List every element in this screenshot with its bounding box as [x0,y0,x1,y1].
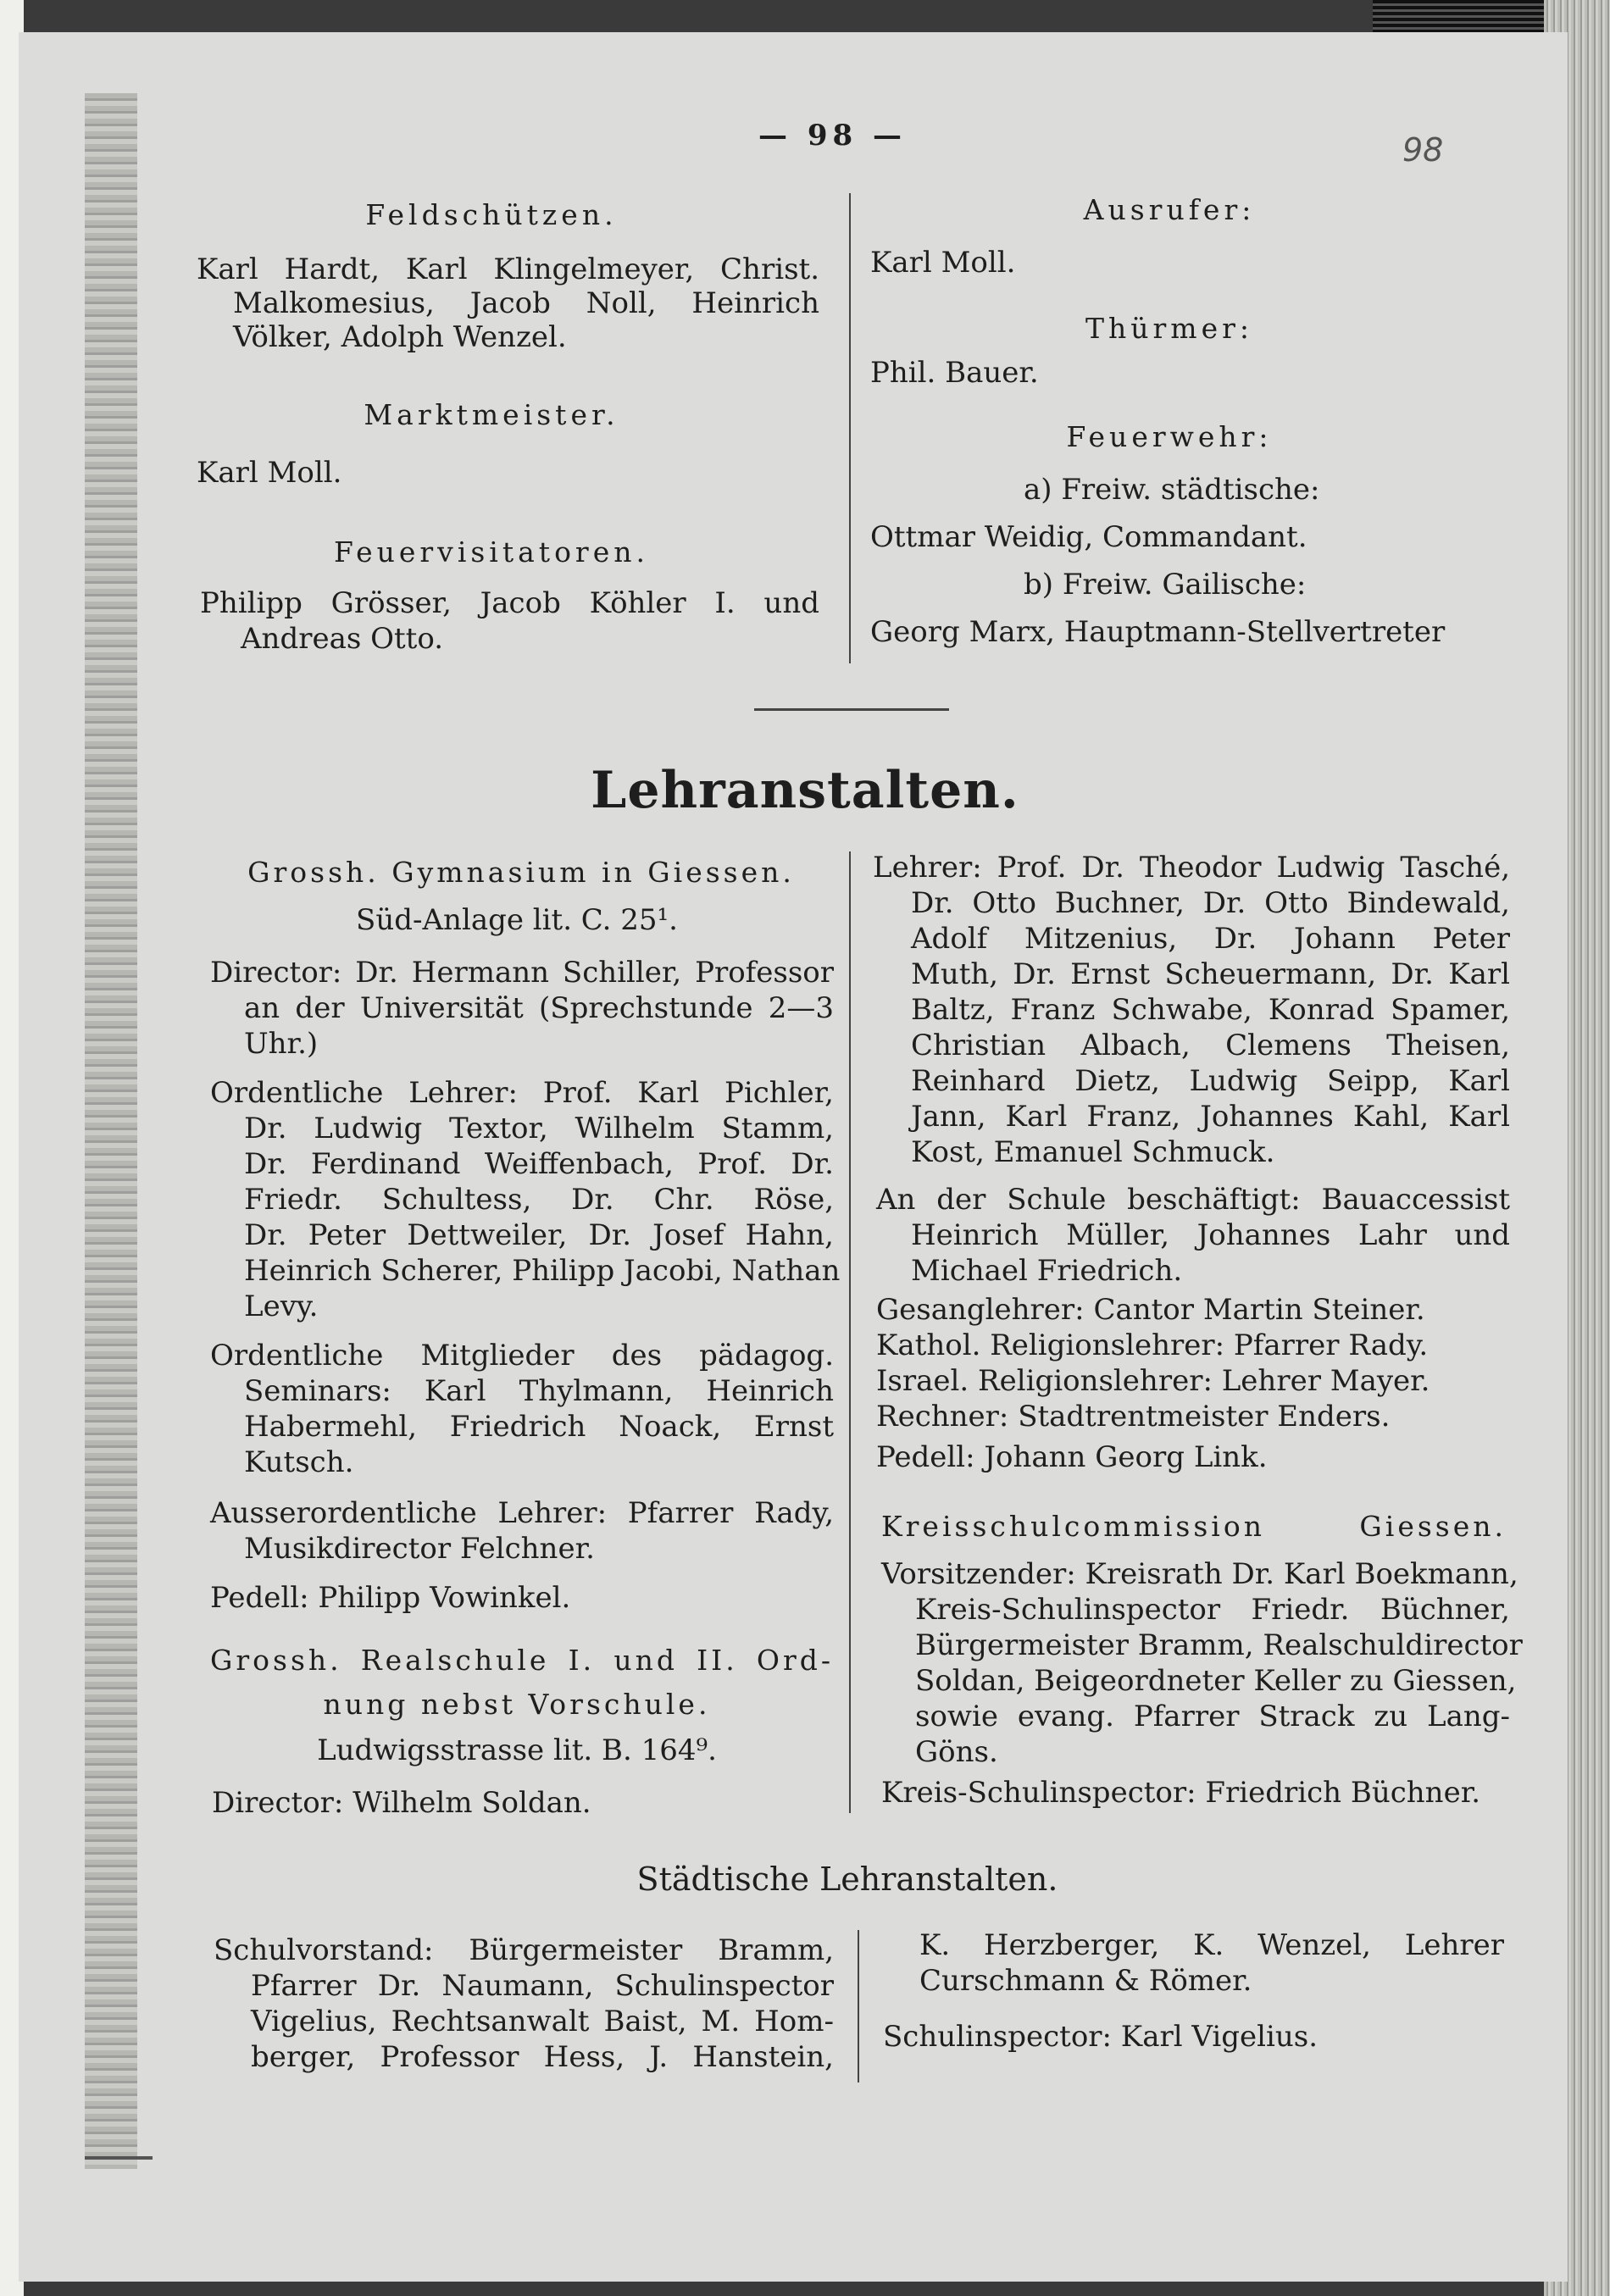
staedtische-right-line-1: K. Herzberger, K. Wenzel, Lehrer [919,1928,1504,1962]
heading-gymnasium: Grossh. Gymnasium in Giessen. [247,856,795,889]
rechner: Rechner: Stadtrentmeister Enders. [876,1400,1391,1434]
feuerwehr-sub-b: b) Freiw. Gailische: [1024,568,1307,602]
gesanglehrer: Gesanglehrer: Cantor Martin Steiner. [876,1293,1425,1327]
ordentliche-lehrer-line-1: Ordentliche Lehrer: Prof. Karl Pichler, [210,1076,834,1110]
vorsitzender-line-1: Vorsitzender: Kreisrath Dr. Karl Boekmann, [881,1557,1518,1591]
heading-feuerwehr: Feuerwehr: [1066,420,1273,453]
heading-realschule-line-2: nung nebst Vorschule. [323,1688,711,1721]
schulvorstand-line-1: Schulvorstand: Bürgermeister Bramm, [214,1933,834,1967]
lehrer-line-1: Lehrer: Prof. Dr. Theodor Ludwig Tasché, [873,851,1510,885]
seminar-line-1: Ordentliche Mitglieder des pädagog. [210,1339,834,1373]
ordentliche-lehrer-line-5: Dr. Peter Dettweiler, Dr. Josef Hahn, [244,1218,834,1252]
ausrufer-line-1: Karl Moll. [870,246,1016,280]
ausserordentliche-line-2: Musikdirector Felchner. [244,1532,595,1566]
lehrer-line-2: Dr. Otto Buchner, Dr. Otto Bindewald, [911,886,1510,920]
gymnasium-address: Süd-Anlage lit. C. 25¹. [356,903,678,937]
israel-religionslehrer: Israel. Religionslehrer: Lehrer Mayer. [876,1364,1430,1398]
lehrer-line-6: Christian Albach, Clemens Theisen, [911,1029,1510,1062]
staedtische-schulinspector: Schulinspector: Karl Vigelius. [883,2020,1319,2054]
ordentliche-lehrer-line-7: Levy. [244,1289,319,1323]
heading-staedtische-lehranstalten: Städtische Lehranstalten. [636,1861,1058,1898]
gymnasium-director-line-3: Uhr.) [244,1027,319,1061]
heading-feldschuetzen: Feldschützen. [365,198,618,231]
lehrer-line-8: Jann, Karl Franz, Johannes Kahl, Karl [911,1100,1510,1134]
vorsitzender-line-5: sowie evang. Pfarrer Strack zu Lang- [915,1700,1510,1733]
kathol-religionslehrer: Kathol. Religionslehrer: Pfarrer Rady. [876,1328,1429,1362]
ordentliche-lehrer-line-6: Heinrich Scherer, Philipp Jacobi, Nathan [244,1254,841,1288]
schulvorstand-line-4: berger, Professor Hess, J. Hanstein, [251,2040,834,2074]
heading-feuervisitatoren: Feuervisitatoren. [334,535,649,568]
middle-column-divider [849,851,851,1813]
lehrer-line-9: Kost, Emanuel Schmuck. [911,1135,1275,1169]
seminar-line-4: Kutsch. [244,1445,354,1479]
feldschuetzen-line-3: Völker, Adolph Wenzel. [233,320,567,354]
vorsitzender-line-4: Soldan, Beigeordneter Keller zu Giessen, [915,1664,1517,1698]
gymnasium-director-line-2: an der Universität (Sprechstunde 2—3 [244,991,834,1025]
feuerwehr-sub-b-line: Georg Marx, Hauptmann-Stellvertreter [870,615,1446,649]
heading-kreisschulcommission: Kreisschulcommission Giessen. [881,1510,1507,1543]
realschule-director: Director: Wilhelm Soldan. [212,1786,591,1820]
gymnasium-pedell: Pedell: Philipp Vowinkel. [210,1581,571,1615]
marktmeister-line-1: Karl Moll. [197,456,342,490]
feuerwehr-sub-a-line: Ottmar Weidig, Commandant. [870,520,1307,554]
lehrer-line-4: Muth, Dr. Ernst Scheuermann, Dr. Karl [911,957,1510,991]
kreis-schulinspector: Kreis-Schulinspector: Friedrich Büchner. [881,1776,1481,1810]
handwritten-page-annotation: 98 [1402,131,1444,169]
seminar-line-2: Seminars: Karl Thylmann, Heinrich [244,1374,834,1408]
schule-beschaeftigt-line-1: An der Schule beschäftigt: Bauaccessist [876,1183,1510,1217]
bottom-column-divider [858,1930,859,2082]
vorsitzender-line-2: Kreis-Schulinspector Friedr. Büchner, [915,1593,1510,1627]
feldschuetzen-line-2: Malkomesius, Jacob Noll, Heinrich [233,286,819,320]
section-separator [754,708,949,711]
heading-realschule-line-1: Grossh. Realschule I. und II. Ord- [210,1644,834,1677]
binding-gutter [85,93,137,2169]
gutter-bottom-mark [85,2156,153,2160]
feldschuetzen-line-1: Karl Hardt, Karl Klingelmeyer, Christ. [197,252,819,286]
top-column-divider [849,193,851,663]
seminar-line-3: Habermehl, Friedrich Noack, Ernst [244,1410,834,1444]
feuerwehr-sub-a: a) Freiw. städtische: [1024,473,1320,507]
page-number: — 98 — [758,119,907,153]
vorsitzender-line-3: Bürgermeister Bramm, Realschuldirector [915,1628,1523,1662]
ordentliche-lehrer-line-3: Dr. Ferdinand Weiffenbach, Prof. Dr. [244,1147,834,1181]
lehrer-line-3: Adolf Mitzenius, Dr. Johann Peter [911,922,1510,956]
feuervisitatoren-line-1: Philipp Grösser, Jacob Köhler I. und [200,586,819,620]
section-title-lehranstalten: Lehranstalten. [591,761,1019,820]
schulvorstand-line-2: Pfarrer Dr. Naumann, Schulinspector [251,1969,834,2003]
ordentliche-lehrer-line-4: Friedr. Schultess, Dr. Chr. Röse, [244,1183,834,1217]
lehrer-line-7: Reinhard Dietz, Ludwig Seipp, Karl [911,1064,1510,1098]
schulvorstand-line-3: Vigelius, Rechtsanwalt Baist, M. Hom- [251,2005,834,2038]
schule-beschaeftigt-line-2: Heinrich Müller, Johannes Lahr und [911,1218,1510,1252]
lehrer-line-5: Baltz, Franz Schwabe, Konrad Spamer, [911,993,1510,1027]
staedtische-right-line-2: Curschmann & Römer. [919,1964,1252,1998]
heading-thuermer: Thürmer: [1085,312,1253,345]
realschule-pedell: Pedell: Johann Georg Link. [876,1440,1268,1474]
gymnasium-director-line-1: Director: Dr. Hermann Schiller, Professor [210,956,834,990]
realschule-address: Ludwigsstrasse lit. B. 164⁹. [317,1733,717,1767]
feuervisitatoren-line-2: Andreas Otto. [241,622,443,656]
schule-beschaeftigt-line-3: Michael Friedrich. [911,1254,1183,1288]
heading-ausrufer: Ausrufer: [1083,193,1256,226]
thuermer-line-1: Phil. Bauer. [870,356,1039,390]
vorsitzender-line-6: Göns. [915,1735,998,1769]
heading-marktmeister: Marktmeister. [364,398,619,431]
ausserordentliche-line-1: Ausserordentliche Lehrer: Pfarrer Rady, [210,1496,834,1530]
ordentliche-lehrer-line-2: Dr. Ludwig Textor, Wilhelm Stamm, [244,1112,834,1145]
